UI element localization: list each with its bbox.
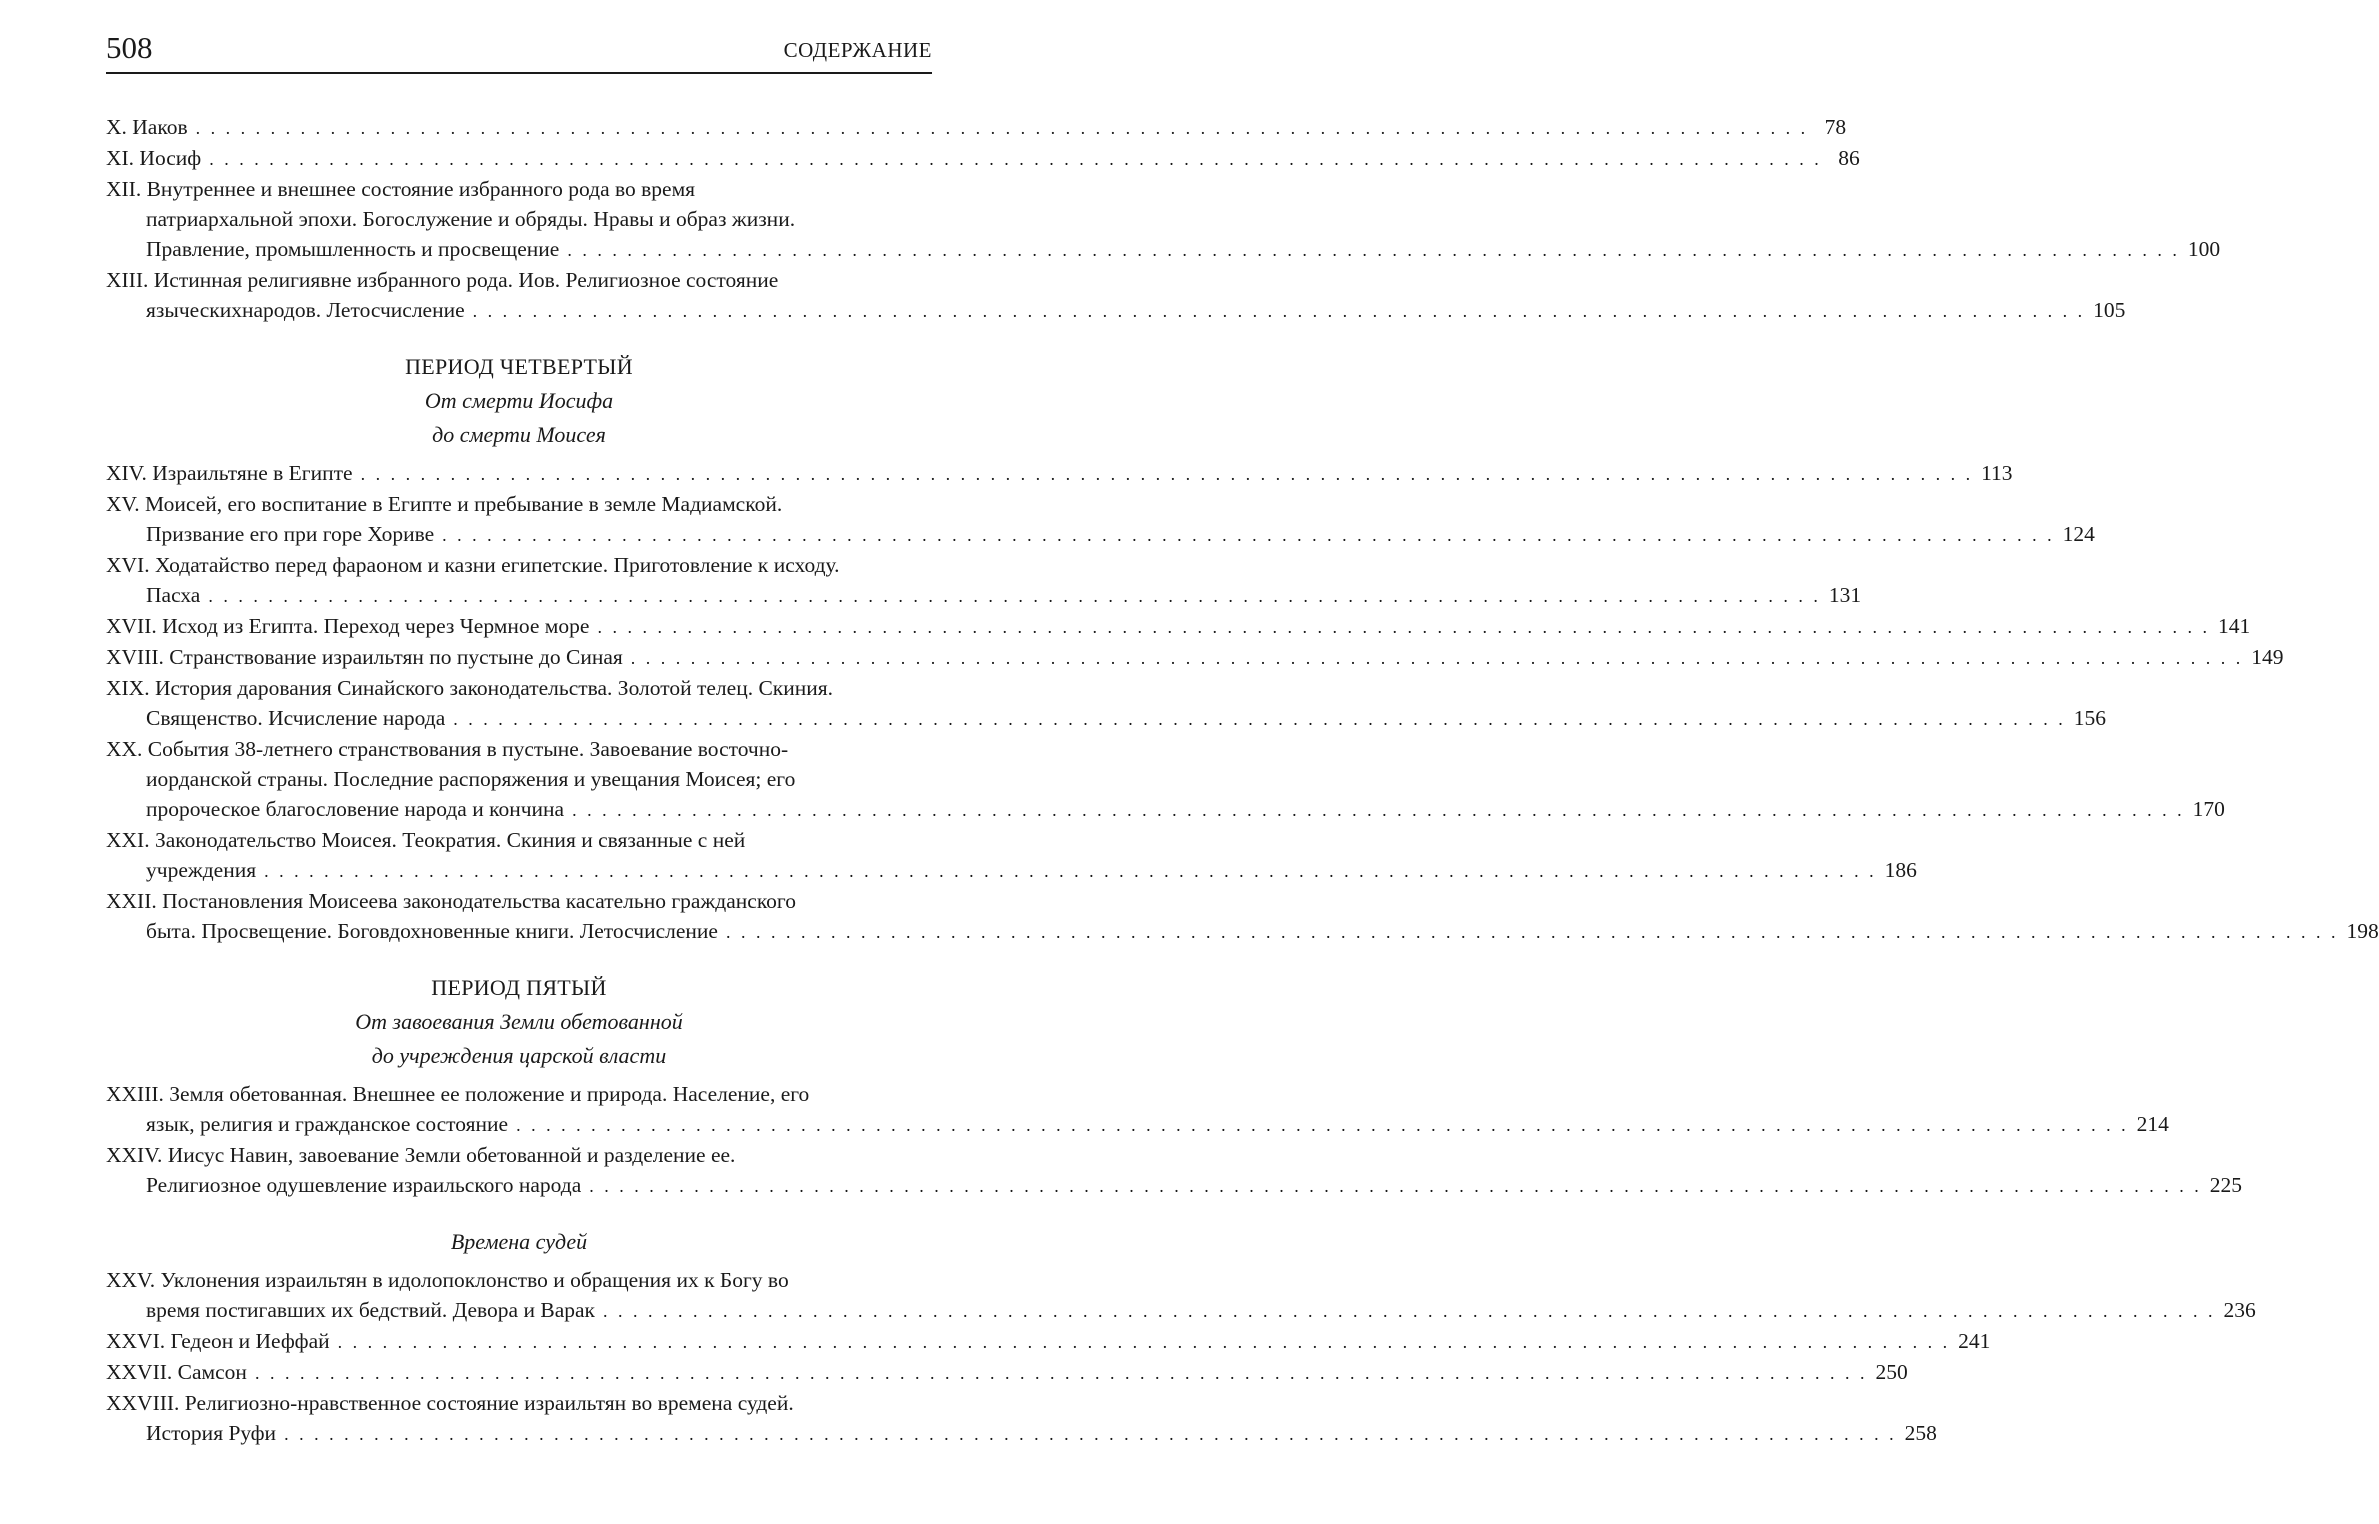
toc-entry-text: X. Иаков: [106, 115, 188, 139]
dot-leader: [442, 520, 2055, 550]
toc-page-number: 113: [1981, 461, 2013, 485]
toc-page-number: 86: [1838, 146, 1860, 170]
dot-leader: [589, 1171, 2202, 1201]
section-subtitle: до учреждения царской власти: [371, 1043, 667, 1068]
toc-entry-text: XV. Моисей, его воспитание в Египте и пребывание в земле Мадиамской.: [106, 492, 783, 516]
toc-entry-line: [106, 611, 2251, 642]
toc-entry: [106, 673, 2107, 734]
toc-entry-line: [106, 1109, 2169, 1140]
toc-entry: [106, 1388, 1937, 1449]
toc-entry-line: [106, 673, 932, 703]
toc-entry: [106, 265, 2126, 326]
toc-entry-text: XII. Внутреннее и внешнее состояние избранного рода во время: [106, 177, 696, 201]
toc-entry: [106, 1079, 2169, 1140]
section-title: ПЕРИОД ПЯТЫЙ: [431, 975, 607, 1000]
toc-entry-line: [106, 734, 932, 764]
table-of-contents: [106, 112, 2379, 1449]
dot-leader: [209, 144, 1822, 174]
toc-entry-text: Пасха: [146, 583, 201, 607]
toc-entry: [106, 825, 1917, 886]
toc-entry: [106, 489, 2095, 550]
toc-page-number: 225: [2209, 1173, 2242, 1197]
toc-entry-line: [106, 489, 932, 519]
dot-leader: [361, 459, 1974, 489]
toc-entry: [106, 143, 1860, 174]
toc-entry: [106, 112, 1847, 143]
dot-leader: [208, 581, 1821, 611]
toc-entry-text: XI. Иосиф: [106, 146, 202, 170]
toc-entry-line: [106, 458, 2013, 489]
toc-page-number: 105: [2093, 298, 2126, 322]
toc-entry-line: [106, 855, 1917, 886]
toc-entry-text: языческихнародов. Летосчисление: [146, 298, 465, 322]
dot-leader: [516, 1110, 2129, 1140]
section-subtitle: От смерти Иосифа: [424, 388, 614, 413]
toc-page-number: 198: [2346, 919, 2379, 943]
toc-entry-text: История Руфи: [146, 1421, 277, 1445]
toc-entry-line: [106, 703, 2107, 734]
toc-entry: [106, 550, 1862, 611]
toc-entry: [106, 1357, 1908, 1388]
section-subtitle: до смерти Моисея: [432, 422, 606, 447]
toc-entry-text: учреждения: [146, 858, 257, 882]
toc-entry-text: XVIII. Странствование израильтян по пустыне до Синая: [106, 645, 623, 669]
toc-entry-line: [106, 764, 932, 794]
toc-entry: [106, 1265, 2256, 1326]
running-title: СОДЕРЖАНИЕ: [783, 38, 932, 62]
toc-entry-text: Священство. Исчисление народа: [146, 706, 446, 730]
toc-entry-line: [106, 825, 932, 855]
toc-entry: [106, 174, 2221, 265]
page-number: 508: [106, 30, 153, 65]
dot-leader: [338, 1327, 1951, 1357]
toc-entry: [106, 1140, 2242, 1201]
toc-entry-line: [106, 1170, 2242, 1201]
toc-page-number: 170: [2192, 797, 2225, 821]
toc-entry-text: патриархальной эпохи. Богослужение и обряды. Нравы и образ жизни.: [146, 207, 796, 231]
toc-entry-text: время постигавших их бедствий. Девора и Варак: [146, 1298, 595, 1322]
toc-page-number: 250: [1875, 1360, 1908, 1384]
dot-leader: [572, 795, 2185, 825]
dot-leader: [603, 1296, 2216, 1326]
toc-entry: [106, 734, 2225, 825]
toc-entry-text: XXIII. Земля обетованная. Внешнее ее положение и природа. Население, его: [106, 1082, 810, 1106]
toc-entry-text: язык, религия и гражданское состояние: [146, 1112, 509, 1136]
toc-page-number: 100: [2187, 237, 2221, 261]
section-subtitle: От завоевания Земли обетованной: [355, 1009, 683, 1034]
toc-entry-text: XXII. Постановления Моисеева законодательства касательно гражданского: [106, 889, 796, 913]
dot-leader: [453, 704, 2066, 734]
dot-leader: [255, 1358, 1868, 1388]
toc-entry-text: иорданской страны. Последние распоряжения и увещания Моисея; его: [146, 767, 796, 791]
toc-entry-text: XXIV. Иисус Навин, завоевание Земли обетованной и разделение ее.: [106, 1143, 736, 1167]
toc-entry-line: [106, 265, 932, 295]
toc-page-number: 258: [1904, 1421, 1937, 1445]
toc-entry-line: [106, 204, 932, 234]
toc-entry-text: XIII. Истинная религиявне избранного рода. Иов. Религиозное состояние: [106, 268, 779, 292]
toc-entry-text: XVI. Ходатайство перед фараоном и казни египетские. Приготовление к исходу.: [106, 553, 840, 577]
toc-block-period-five: [106, 1079, 2242, 1201]
section-title: ПЕРИОД ЧЕТВЕРТЫЙ: [405, 354, 633, 379]
toc-entry-line: [106, 580, 1862, 611]
toc-entry-text: Правление, промышленность и просвещение: [146, 237, 560, 261]
toc-entry: [106, 611, 2251, 642]
toc-entry-line: [106, 1388, 932, 1418]
toc-page-number: 236: [2223, 1298, 2256, 1322]
toc-entry-line: [106, 886, 932, 916]
toc-page-number: 214: [2136, 1112, 2169, 1136]
toc-entry-line: [106, 234, 2221, 265]
toc-entry-text: Призвание его при горе Хориве: [146, 522, 435, 546]
toc-entry: [106, 886, 2379, 947]
toc-page-number: 131: [1828, 583, 1862, 607]
dot-leader: [631, 643, 2244, 673]
toc-page-number: 156: [2073, 706, 2107, 730]
toc-entry-line: [106, 174, 932, 204]
toc-entry-line: [106, 295, 2126, 326]
dot-leader: [726, 917, 2339, 947]
toc-entry: [106, 458, 2013, 489]
toc-entry-text: XXI. Законодательство Моисея. Теократия. Скиния и связанные с ней: [106, 828, 746, 852]
toc-entry-text: XIX. История дарования Синайского законодательства. Золотой телец. Скиния.: [106, 676, 834, 700]
toc-entry-line: [106, 550, 932, 580]
toc-entry-text: XXVI. Гедеон и Иеффай: [106, 1329, 330, 1353]
page-header: [106, 28, 932, 74]
dot-leader: [567, 235, 2180, 265]
toc-page-number: 241: [1958, 1329, 1991, 1353]
toc-page-number: 149: [2251, 645, 2284, 669]
toc-entry-line: [106, 143, 1860, 174]
toc-entry-line: [106, 1295, 2256, 1326]
toc-page-number: 78: [1824, 115, 1847, 139]
toc-entry: [106, 1326, 1991, 1357]
toc-entry-line: [106, 1326, 1991, 1357]
toc-entry-text: пророческое благословение народа и кончина: [146, 797, 565, 821]
toc-entry-line: [106, 1140, 932, 1170]
toc-page-number: 186: [1884, 858, 1917, 882]
toc-entry-text: XXVII. Самсон: [106, 1360, 247, 1384]
toc-page-number: 124: [2062, 522, 2095, 546]
toc-entry-text: XXVIII. Религиозно-нравственное состояние израильтян во времена судей.: [106, 1391, 794, 1415]
toc-entry-line: [106, 794, 2225, 825]
section-subtitle: Времена судей: [450, 1229, 588, 1254]
toc-block-judges: [106, 1265, 2256, 1449]
toc-entry-line: [106, 519, 2095, 550]
toc-page-number: 141: [2217, 614, 2251, 638]
toc-entry-text: XX. События 38-летнего странствования в пустыне. Завоевание восточно-: [106, 737, 789, 761]
toc-entry-line: [106, 916, 2379, 947]
dot-leader: [264, 856, 1877, 886]
toc-block-period-four: [106, 458, 2379, 947]
toc-entry-line: [106, 1418, 1937, 1449]
dot-leader: [597, 612, 2210, 642]
toc-entry-line: [106, 1357, 1908, 1388]
dot-leader: [196, 113, 1809, 143]
toc-entry-line: [106, 642, 2284, 673]
toc-entry: [106, 642, 2284, 673]
dot-leader: [284, 1419, 1897, 1449]
toc-entry-line: [106, 1265, 932, 1295]
toc-block-intro: [106, 112, 2221, 326]
toc-entry-line: [106, 1079, 932, 1109]
toc-entry-text: XXV. Уклонения израильтян в идолопоклонство и обращения их к Богу во: [106, 1268, 789, 1292]
toc-entry-text: быта. Просвещение. Боговдохновенные книги. Летосчисление: [146, 919, 718, 943]
toc-entry-text: XVII. Исход из Египта. Переход через Чермное море: [106, 614, 590, 638]
dot-leader: [473, 296, 2086, 326]
toc-entry-text: Религиозное одушевление израильского народа: [146, 1173, 582, 1197]
toc-entry-line: [106, 112, 1847, 143]
toc-entry-text: XIV. Израильтяне в Египте: [106, 461, 353, 485]
